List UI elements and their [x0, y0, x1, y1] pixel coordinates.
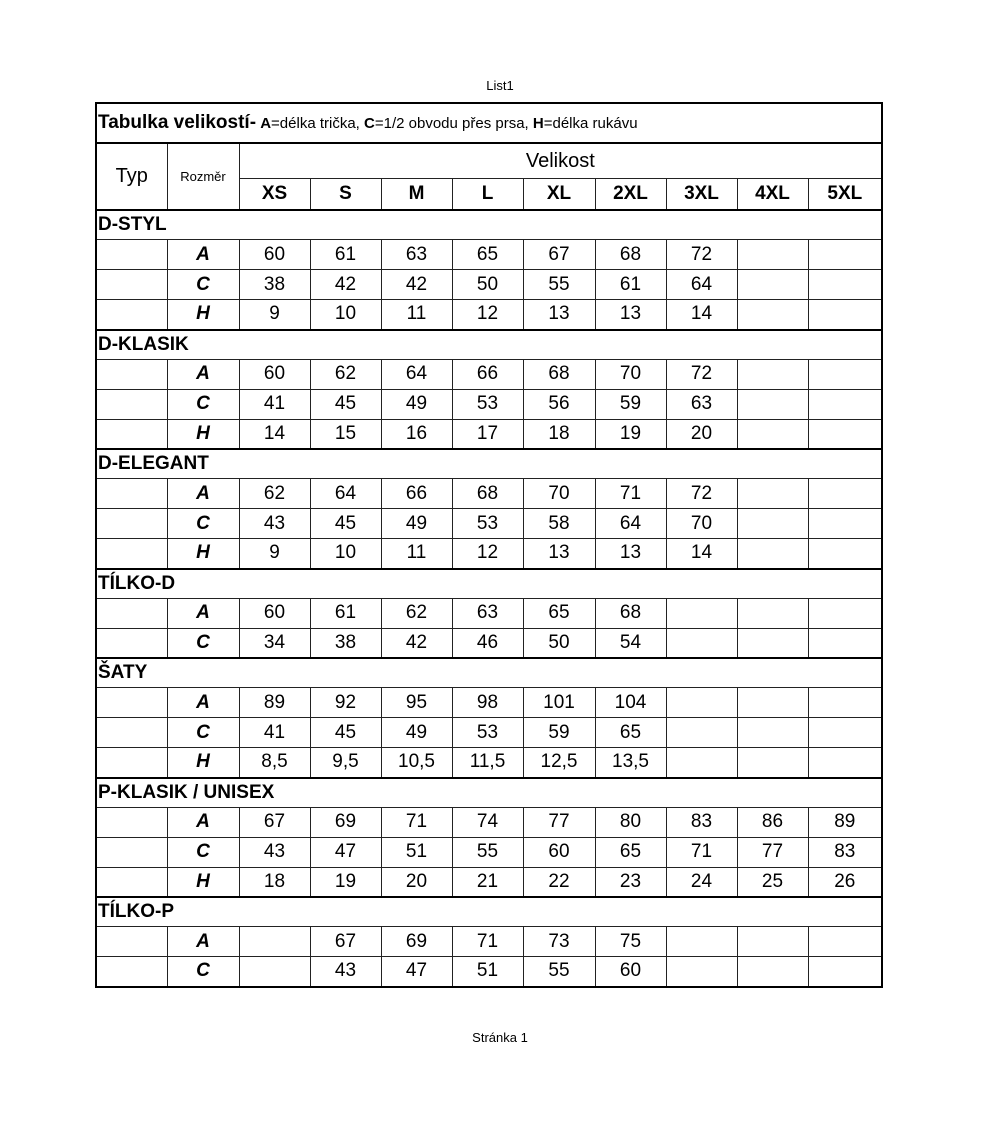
type-cell — [96, 539, 167, 569]
value-cell: 50 — [452, 270, 523, 300]
value-cell — [808, 628, 882, 658]
section-title: TÍLKO-D — [96, 569, 882, 599]
header-rozmer: Rozměr — [167, 143, 239, 210]
value-cell: 66 — [452, 359, 523, 389]
value-cell — [808, 479, 882, 509]
dimension-cell: H — [167, 867, 239, 897]
value-cell: 11 — [381, 539, 452, 569]
size-header: 3XL — [666, 179, 737, 211]
value-cell: 64 — [666, 270, 737, 300]
type-cell — [96, 688, 167, 718]
size-table — [95, 102, 883, 988]
value-cell — [808, 270, 882, 300]
dimension-cell: A — [167, 240, 239, 270]
type-cell — [96, 807, 167, 837]
dimension-cell: H — [167, 539, 239, 569]
value-cell: 63 — [666, 389, 737, 419]
value-cell: 71 — [452, 927, 523, 957]
value-cell: 80 — [595, 807, 666, 837]
legend-text-a: =délka trička, — [271, 115, 365, 132]
value-cell: 51 — [381, 837, 452, 867]
value-cell — [239, 957, 310, 987]
value-cell — [666, 957, 737, 987]
value-cell: 64 — [381, 359, 452, 389]
value-cell: 49 — [381, 389, 452, 419]
value-cell: 10 — [310, 539, 381, 569]
type-cell — [96, 359, 167, 389]
value-cell: 14 — [666, 539, 737, 569]
value-cell: 21 — [452, 867, 523, 897]
dimension-cell: C — [167, 509, 239, 539]
value-cell: 62 — [381, 598, 452, 628]
value-cell: 38 — [239, 270, 310, 300]
value-cell: 71 — [666, 837, 737, 867]
value-cell — [808, 927, 882, 957]
value-cell: 75 — [595, 927, 666, 957]
value-cell: 18 — [239, 867, 310, 897]
value-cell — [737, 389, 808, 419]
type-cell — [96, 479, 167, 509]
section-row — [96, 330, 882, 360]
value-cell: 47 — [310, 837, 381, 867]
type-cell — [96, 927, 167, 957]
value-cell — [239, 927, 310, 957]
table-row — [96, 509, 882, 539]
header-velikost: Velikost — [239, 143, 882, 179]
table-row — [96, 718, 882, 748]
value-cell — [666, 598, 737, 628]
type-cell — [96, 867, 167, 897]
value-cell — [737, 748, 808, 778]
value-cell: 43 — [239, 509, 310, 539]
value-cell — [808, 718, 882, 748]
table-title — [96, 103, 882, 143]
value-cell: 65 — [452, 240, 523, 270]
value-cell: 72 — [666, 240, 737, 270]
value-cell — [808, 748, 882, 778]
value-cell: 11 — [381, 300, 452, 330]
value-cell — [737, 598, 808, 628]
table-row — [96, 539, 882, 569]
value-cell: 11,5 — [452, 748, 523, 778]
value-cell — [737, 718, 808, 748]
value-cell: 60 — [595, 957, 666, 987]
value-cell: 60 — [239, 359, 310, 389]
value-cell: 50 — [523, 628, 595, 658]
value-cell: 67 — [523, 240, 595, 270]
dimension-cell: H — [167, 300, 239, 330]
table-row — [96, 300, 882, 330]
dimension-cell: A — [167, 479, 239, 509]
table-row — [96, 359, 882, 389]
value-cell: 23 — [595, 867, 666, 897]
value-cell: 18 — [523, 419, 595, 449]
value-cell: 71 — [595, 479, 666, 509]
value-cell: 10 — [310, 300, 381, 330]
section-title: P-KLASIK / UNISEX — [96, 778, 882, 808]
value-cell — [808, 509, 882, 539]
value-cell — [808, 389, 882, 419]
value-cell: 9 — [239, 300, 310, 330]
section-title: D-ELEGANT — [96, 449, 882, 479]
page-footer: Stránka 1 — [472, 1030, 528, 1045]
value-cell: 60 — [239, 240, 310, 270]
type-cell — [96, 389, 167, 419]
value-cell: 68 — [595, 598, 666, 628]
value-cell: 64 — [310, 479, 381, 509]
value-cell: 60 — [523, 837, 595, 867]
value-cell: 46 — [452, 628, 523, 658]
table-row — [96, 748, 882, 778]
dimension-cell: H — [167, 419, 239, 449]
value-cell: 19 — [310, 867, 381, 897]
value-cell — [808, 598, 882, 628]
value-cell: 9,5 — [310, 748, 381, 778]
type-cell — [96, 270, 167, 300]
value-cell: 12 — [452, 539, 523, 569]
type-cell — [96, 509, 167, 539]
value-cell: 68 — [523, 359, 595, 389]
value-cell: 65 — [595, 837, 666, 867]
value-cell: 41 — [239, 718, 310, 748]
value-cell: 70 — [666, 509, 737, 539]
section-title: D-KLASIK — [96, 330, 882, 360]
section-row — [96, 897, 882, 927]
value-cell: 61 — [310, 240, 381, 270]
size-header: XL — [523, 179, 595, 211]
value-cell: 83 — [666, 807, 737, 837]
value-cell: 22 — [523, 867, 595, 897]
value-cell: 15 — [310, 419, 381, 449]
table-row — [96, 598, 882, 628]
type-cell — [96, 598, 167, 628]
dimension-cell: A — [167, 598, 239, 628]
legend-text-c: =1/2 obvodu přes prsa, — [374, 115, 533, 132]
value-cell: 86 — [737, 807, 808, 837]
value-cell — [737, 300, 808, 330]
value-cell: 63 — [452, 598, 523, 628]
value-cell: 51 — [452, 957, 523, 987]
value-cell: 61 — [310, 598, 381, 628]
value-cell: 62 — [239, 479, 310, 509]
value-cell — [737, 628, 808, 658]
value-cell: 17 — [452, 419, 523, 449]
dimension-cell: C — [167, 628, 239, 658]
value-cell: 16 — [381, 419, 452, 449]
dimension-cell: C — [167, 270, 239, 300]
value-cell: 70 — [595, 359, 666, 389]
table-row — [96, 389, 882, 419]
value-cell: 13 — [523, 300, 595, 330]
size-header: 2XL — [595, 179, 666, 211]
size-header: 4XL — [737, 179, 808, 211]
value-cell: 69 — [381, 927, 452, 957]
value-cell — [808, 419, 882, 449]
value-cell: 63 — [381, 240, 452, 270]
value-cell — [737, 688, 808, 718]
value-cell: 53 — [452, 389, 523, 419]
value-cell: 25 — [737, 867, 808, 897]
value-cell: 71 — [381, 807, 452, 837]
value-cell — [808, 300, 882, 330]
value-cell: 74 — [452, 807, 523, 837]
size-header: M — [381, 179, 452, 211]
table-row — [96, 807, 882, 837]
value-cell: 59 — [595, 389, 666, 419]
table-row — [96, 270, 882, 300]
value-cell: 89 — [239, 688, 310, 718]
value-cell: 72 — [666, 479, 737, 509]
value-cell: 77 — [737, 837, 808, 867]
value-cell: 45 — [310, 718, 381, 748]
value-cell: 54 — [595, 628, 666, 658]
value-cell: 34 — [239, 628, 310, 658]
value-cell: 72 — [666, 359, 737, 389]
value-cell: 62 — [310, 359, 381, 389]
dimension-cell: C — [167, 718, 239, 748]
dimension-cell: C — [167, 957, 239, 987]
value-cell: 43 — [310, 957, 381, 987]
value-cell — [737, 479, 808, 509]
value-cell: 53 — [452, 509, 523, 539]
value-cell: 95 — [381, 688, 452, 718]
value-cell: 49 — [381, 509, 452, 539]
section-row — [96, 778, 882, 808]
value-cell: 42 — [381, 270, 452, 300]
value-cell: 67 — [239, 807, 310, 837]
dimension-cell: A — [167, 927, 239, 957]
value-cell: 13 — [523, 539, 595, 569]
legend-text-h: =délka rukávu — [543, 115, 638, 132]
value-cell: 101 — [523, 688, 595, 718]
value-cell — [737, 240, 808, 270]
legend-key-h: H — [532, 115, 544, 132]
value-cell: 55 — [452, 837, 523, 867]
legend-key-c: C — [364, 115, 375, 132]
value-cell: 98 — [452, 688, 523, 718]
value-cell — [808, 688, 882, 718]
value-cell — [666, 688, 737, 718]
size-header: L — [452, 179, 523, 211]
value-cell — [808, 957, 882, 987]
value-cell: 13,5 — [595, 748, 666, 778]
type-cell — [96, 300, 167, 330]
value-cell: 12 — [452, 300, 523, 330]
value-cell — [737, 359, 808, 389]
table-row — [96, 688, 882, 718]
value-cell — [737, 419, 808, 449]
value-cell: 64 — [595, 509, 666, 539]
header-typ: Typ — [96, 143, 167, 210]
value-cell: 13 — [595, 539, 666, 569]
section-title: D-STYL — [96, 210, 882, 240]
value-cell: 42 — [381, 628, 452, 658]
value-cell: 55 — [523, 957, 595, 987]
value-cell: 55 — [523, 270, 595, 300]
value-cell: 10,5 — [381, 748, 452, 778]
type-cell — [96, 748, 167, 778]
value-cell: 45 — [310, 509, 381, 539]
value-cell: 43 — [239, 837, 310, 867]
value-cell: 92 — [310, 688, 381, 718]
value-cell: 20 — [666, 419, 737, 449]
value-cell: 65 — [523, 598, 595, 628]
value-cell: 59 — [523, 718, 595, 748]
value-cell — [808, 359, 882, 389]
type-cell — [96, 628, 167, 658]
section-row — [96, 210, 882, 240]
table-row — [96, 479, 882, 509]
dimension-cell: A — [167, 359, 239, 389]
value-cell — [808, 240, 882, 270]
table-row — [96, 240, 882, 270]
dimension-cell: A — [167, 688, 239, 718]
size-header: 5XL — [808, 179, 882, 211]
page-header: List1 — [486, 78, 514, 93]
value-cell — [666, 628, 737, 658]
value-cell: 56 — [523, 389, 595, 419]
value-cell: 19 — [595, 419, 666, 449]
value-cell: 77 — [523, 807, 595, 837]
section-row — [96, 569, 882, 599]
table-row — [96, 957, 882, 987]
dimension-cell: C — [167, 837, 239, 867]
table-row — [96, 927, 882, 957]
value-cell: 68 — [452, 479, 523, 509]
value-cell: 13 — [595, 300, 666, 330]
value-cell: 65 — [595, 718, 666, 748]
dimension-cell: C — [167, 389, 239, 419]
value-cell — [666, 927, 737, 957]
section-row — [96, 658, 882, 688]
value-cell: 60 — [239, 598, 310, 628]
value-cell: 89 — [808, 807, 882, 837]
table-row — [96, 867, 882, 897]
table-row — [96, 837, 882, 867]
value-cell — [737, 957, 808, 987]
section-row — [96, 449, 882, 479]
value-cell: 61 — [595, 270, 666, 300]
value-cell: 24 — [666, 867, 737, 897]
value-cell: 14 — [666, 300, 737, 330]
value-cell: 104 — [595, 688, 666, 718]
type-cell — [96, 837, 167, 867]
table-row — [96, 419, 882, 449]
value-cell: 66 — [381, 479, 452, 509]
value-cell: 83 — [808, 837, 882, 867]
value-cell: 8,5 — [239, 748, 310, 778]
type-cell — [96, 240, 167, 270]
dimension-cell: A — [167, 807, 239, 837]
value-cell: 73 — [523, 927, 595, 957]
value-cell — [737, 927, 808, 957]
type-cell — [96, 419, 167, 449]
size-header: S — [310, 179, 381, 211]
legend-key-a: A — [260, 115, 272, 132]
value-cell: 41 — [239, 389, 310, 419]
title-main: Tabulka velikostí- — [98, 112, 257, 133]
value-cell — [666, 748, 737, 778]
value-cell: 14 — [239, 419, 310, 449]
value-cell: 26 — [808, 867, 882, 897]
value-cell: 70 — [523, 479, 595, 509]
type-cell — [96, 957, 167, 987]
value-cell: 68 — [595, 240, 666, 270]
value-cell: 53 — [452, 718, 523, 748]
size-header: XS — [239, 179, 310, 211]
dimension-cell: H — [167, 748, 239, 778]
type-cell — [96, 718, 167, 748]
value-cell: 49 — [381, 718, 452, 748]
value-cell: 42 — [310, 270, 381, 300]
value-cell — [808, 539, 882, 569]
value-cell: 69 — [310, 807, 381, 837]
value-cell: 58 — [523, 509, 595, 539]
value-cell: 67 — [310, 927, 381, 957]
value-cell: 45 — [310, 389, 381, 419]
value-cell: 12,5 — [523, 748, 595, 778]
value-cell: 20 — [381, 867, 452, 897]
value-cell — [737, 539, 808, 569]
value-cell: 38 — [310, 628, 381, 658]
value-cell — [737, 509, 808, 539]
section-title: ŠATY — [96, 658, 882, 688]
value-cell — [666, 718, 737, 748]
value-cell: 9 — [239, 539, 310, 569]
value-cell — [737, 270, 808, 300]
table-row — [96, 628, 882, 658]
value-cell: 47 — [381, 957, 452, 987]
section-title: TÍLKO-P — [96, 897, 882, 927]
